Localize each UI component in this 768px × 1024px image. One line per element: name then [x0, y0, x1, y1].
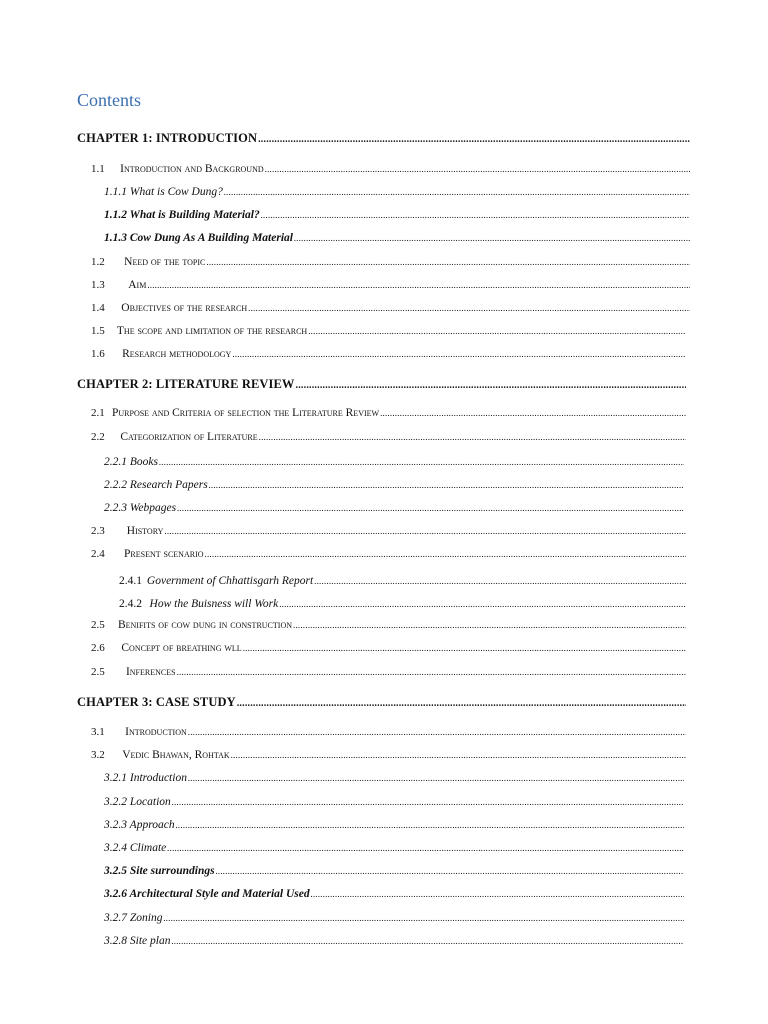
toc-entry-title: 3.2.3 Approach — [104, 819, 175, 831]
dot-leader — [209, 479, 684, 491]
toc-entry-title: Categorization of Literature — [120, 431, 258, 443]
dot-leader — [294, 232, 690, 244]
toc-entry — [104, 772, 684, 784]
toc-entry-number: 1.6 — [91, 348, 105, 360]
toc-entry-title: 3.2.1 Introduction — [104, 772, 187, 784]
toc-entry — [91, 256, 690, 268]
toc-entry-number: 2.5 — [91, 619, 105, 631]
dot-leader — [216, 865, 684, 877]
dot-leader — [177, 502, 684, 514]
dot-leader — [164, 525, 686, 537]
toc-entry-title: 3.2.2 Location — [104, 796, 171, 808]
toc-entry-title: 3.2.7 Zoning — [104, 912, 163, 924]
toc-entry-number: 3.1 — [91, 726, 105, 738]
dot-leader — [171, 935, 684, 947]
toc-entry-title: 3.2.5 Site surroundings — [104, 865, 215, 877]
toc-entry-title: CHAPTER 2: LITERATURE REVIEW — [77, 377, 295, 391]
dot-leader — [224, 186, 690, 198]
toc-entry — [104, 819, 684, 831]
toc-entry-title: CHAPTER 1: INTRODUCTION — [77, 131, 258, 145]
toc-entry-title: Government of Chhattisgarh Report — [146, 575, 314, 587]
dot-leader — [163, 912, 684, 924]
dot-leader — [176, 819, 684, 831]
toc-entry — [104, 456, 684, 468]
toc-entry-number: 1.1 — [91, 163, 105, 175]
toc-entry — [119, 594, 686, 612]
dot-leader — [311, 888, 684, 900]
toc-entry — [104, 209, 690, 221]
dot-leader — [248, 302, 690, 314]
toc-entry — [91, 726, 686, 738]
toc-entry-title: 2.2.3 Webpages — [104, 502, 177, 514]
dot-leader — [188, 772, 684, 784]
dot-leader — [308, 325, 686, 337]
toc-entry-number: 2.2 — [91, 431, 105, 443]
dot-leader — [188, 726, 686, 738]
toc-entry — [104, 888, 684, 900]
dot-leader — [259, 431, 686, 443]
dot-leader — [279, 594, 686, 612]
toc-entry-title: 2.2.2 Research Papers — [104, 479, 208, 491]
toc-entry-title: History — [126, 525, 164, 537]
toc-entry-number: 2.4.1 — [119, 575, 142, 587]
toc-entry-number: 1.4 — [91, 302, 105, 314]
dot-leader — [206, 256, 690, 268]
dot-leader — [261, 209, 690, 221]
toc-entry-title: 2.2.1 Books — [104, 456, 158, 468]
toc-entry-title: Objectives of the research — [121, 302, 248, 314]
toc-entry — [104, 796, 684, 808]
toc-entry-number: 1.2 — [91, 256, 105, 268]
toc-entry — [104, 502, 684, 514]
toc-entry-title: 1.1.3 Cow Dung As A Building Material — [104, 232, 293, 244]
toc-entry-title: Vedic Bhawan, Rohtak — [122, 749, 230, 761]
toc-entry — [91, 619, 686, 631]
toc-entry-number: 2.4 — [91, 548, 105, 560]
toc-entry — [91, 642, 686, 654]
dot-leader — [265, 163, 690, 175]
toc-entry-title: 1.1.2 What is Building Material? — [104, 209, 260, 221]
dot-leader — [314, 571, 686, 589]
dot-leader — [380, 407, 686, 419]
dot-leader — [172, 796, 684, 808]
toc-entry-title: Aim — [128, 279, 147, 291]
dot-leader — [231, 749, 686, 761]
toc-entry-title: Introduction and Background — [120, 163, 264, 175]
toc-entry — [119, 571, 686, 589]
toc-entry-number: 1.5 — [91, 325, 105, 337]
toc-entry-title: 3.2.8 Site plan — [104, 935, 171, 947]
toc-entry-title: 3.2.6 Architectural Style and Material Used — [104, 888, 310, 900]
toc-chapter-entry — [77, 377, 686, 392]
toc-entry-title: The scope and limitation of the research — [116, 325, 308, 337]
toc-entry — [91, 302, 690, 314]
toc-entry-title: Research methodology — [122, 348, 232, 360]
toc-entry — [104, 935, 684, 947]
toc-entry — [91, 325, 686, 337]
toc-entry — [104, 912, 684, 924]
dot-leader — [177, 666, 686, 678]
dot-leader — [167, 842, 684, 854]
toc-entry-title: Need of the topic — [124, 256, 206, 268]
toc-entry — [91, 279, 690, 291]
toc-entry-title: Concept of breathing wll — [121, 642, 242, 654]
toc-entry — [91, 431, 686, 443]
toc-entry-title: Introduction — [125, 726, 187, 738]
toc-entry-title: Inferences — [125, 666, 176, 678]
dot-leader — [296, 377, 686, 392]
toc-entry-number: 3.2 — [91, 749, 105, 761]
toc-entry-title: CHAPTER 3: CASE STUDY — [77, 695, 236, 709]
dot-leader — [159, 456, 684, 468]
toc-entry-title: Benifits of cow dung in construction — [117, 619, 292, 631]
toc-entry-title: Present scenario — [124, 548, 204, 560]
toc-entry — [91, 749, 686, 761]
toc-entry-number: 2.3 — [91, 525, 105, 537]
toc-entry-number: 2.1 — [91, 407, 105, 419]
toc-entry-number: 1.3 — [91, 279, 105, 291]
toc-entry — [104, 479, 684, 491]
toc-entry — [91, 525, 686, 537]
toc-entry — [104, 842, 684, 854]
dot-leader — [237, 695, 686, 710]
toc-entry — [104, 865, 684, 877]
toc-chapter-entry — [77, 695, 686, 710]
toc-entry — [91, 348, 686, 360]
toc-entry — [104, 186, 690, 198]
contents-heading: Contents — [77, 90, 142, 110]
toc-entry — [91, 407, 686, 419]
toc-entry-number: 2.5 — [91, 666, 105, 678]
toc-entry-number: 2.6 — [91, 642, 105, 654]
dot-leader — [293, 619, 686, 631]
toc-entry — [91, 548, 686, 560]
toc-entry-number: 2.4.2 — [119, 598, 142, 610]
toc-entry — [104, 232, 690, 244]
toc-chapter-entry — [77, 131, 690, 146]
toc-entry — [91, 163, 690, 175]
toc-entry-title: 3.2.4 Climate — [104, 842, 167, 854]
dot-leader — [243, 642, 686, 654]
dot-leader — [232, 348, 686, 360]
toc-entry-title: Purpose and Criteria of selection the Literature Review — [111, 407, 380, 419]
toc-entry-title: 1.1.1 What is Cow Dung? — [104, 186, 223, 198]
dot-leader — [205, 548, 686, 560]
toc-entry-title: How the Buisness will Work — [149, 598, 279, 610]
toc-entry — [91, 666, 686, 678]
dot-leader — [258, 131, 690, 146]
dot-leader — [147, 279, 690, 291]
